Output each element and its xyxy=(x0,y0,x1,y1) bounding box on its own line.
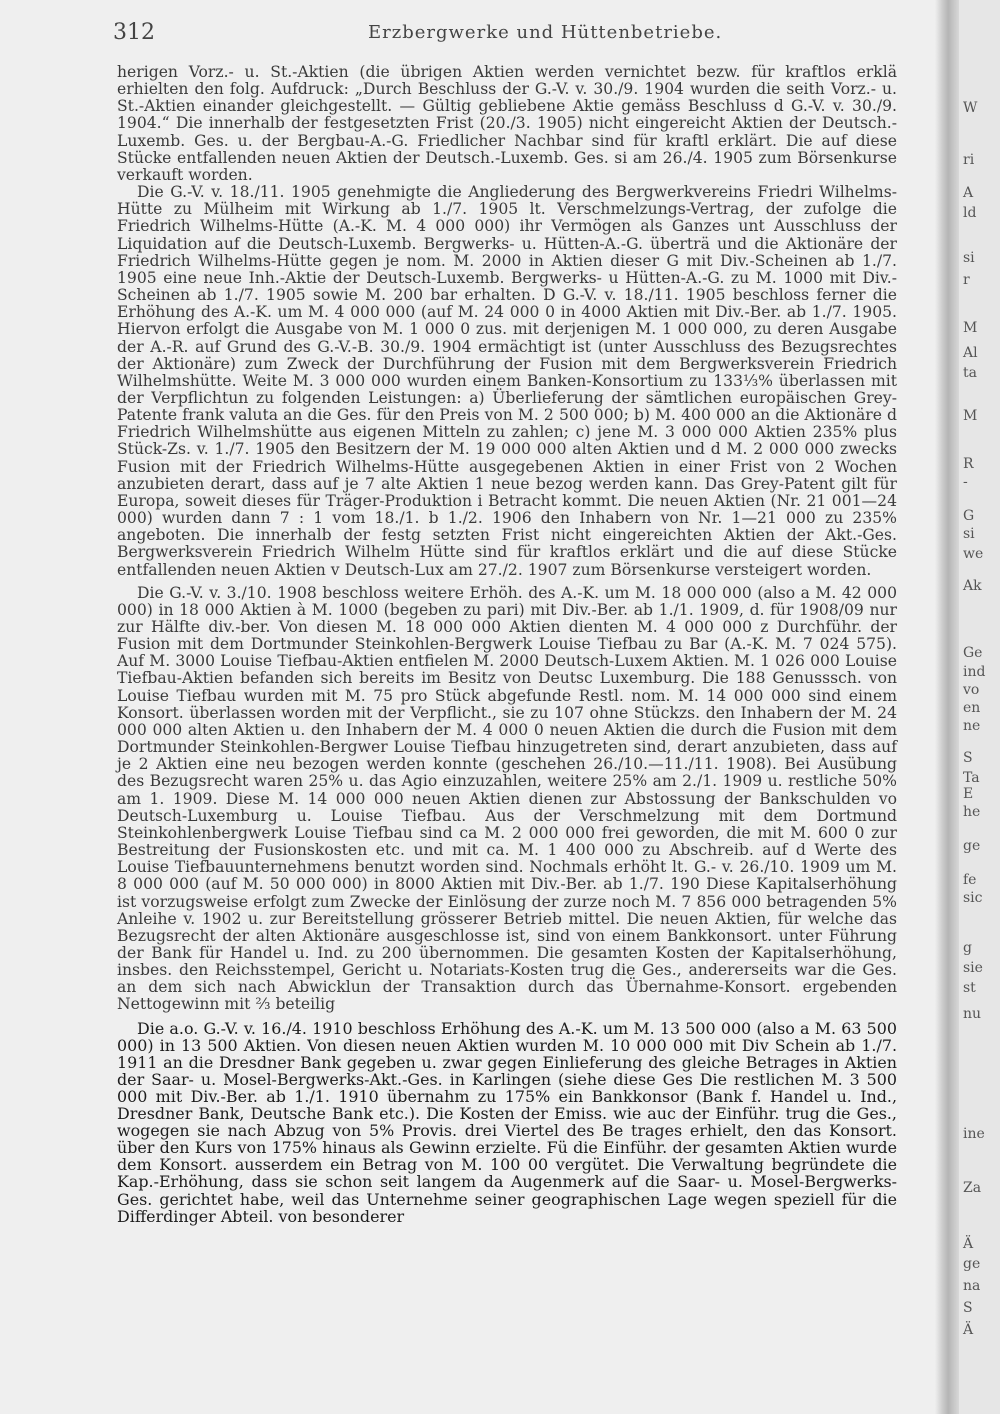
edge-fragment: si xyxy=(963,526,975,542)
edge-fragment: ine xyxy=(963,1126,985,1142)
edge-fragment: he xyxy=(963,804,981,820)
edge-fragment: Ta xyxy=(963,770,980,786)
edge-fragment: si xyxy=(963,250,975,266)
paragraph-1: herigen Vorz.- u. St.-Aktien (die übrigen Aktien werden vernichtet bezw. für kraftlos erklä erhielten den folg. Aufdruck: „Durch Beschluss der G.-V. v. 30./9. 1904 wurden die seith Vorz.- u. St.-Aktien einander gleichgestellt. — Gültig gebliebene Aktie gemäss Beschluss d G.-V. v. 30./9. 1904.“ Die innerhalb der festgesetzten Frist (20./3. 1905) nicht eingereicht Aktien der Deutsch.-Luxemb. Ges. u. der Bergbau-A.-G. Friedlicher Nachbar sind für kraftl erklärt. Die auf diese Stücke entfallenden neuen Aktien der Deutsch.-Luxemb. Ges. si am 26./4. 1905 zum Börsenkurse verkauft worden. xyxy=(117,63,897,184)
edge-fragment: g xyxy=(963,940,972,956)
edge-fragment: ind xyxy=(963,664,986,680)
edge-fragment: sie xyxy=(963,960,983,976)
edge-fragment: ri xyxy=(963,152,975,168)
edge-fragment: Za xyxy=(963,1180,982,1196)
edge-fragment: sic xyxy=(963,890,983,906)
edge-fragment: - xyxy=(963,474,968,490)
edge-fragment: Al xyxy=(963,345,978,361)
running-title: Erzbergwerke und Hüttenbetriebe. xyxy=(368,22,723,43)
paragraph-3: Die G.-V. v. 3./10. 1908 beschloss weitere Erhöh. des A.-K. um M. 18 000 000 (also a M. 42 000 000) in 18 000 Aktien à M. 1000 (begeben zu pari) mit Div.-Ber. ab 1./1. 1909, d. für 1908/09 nur zur Hälfte div.-ber. Von diesen M. 18 000 000 Aktien dienten M. 4 000 000 z Durchführ. der Fusion mit dem Dortmunder Steinkohlen-Bergwerk Louise Tiefbau zu Bar (A.-K. M. 7 024 575). Auf M. 3000 Louise Tiefbau-Aktien entfielen M. 2000 Deutsch-Luxem Aktien. M. 1 026 000 Louise Tiefbau-Aktien befanden sich bereits im Besitz von Deutsc Luxemburg. Die 188 Genusssch. von Louise Tiefbau wurden mit M. 75 pro Stück abgefunde Restl. nom. M. 14 000 000 sind einem Konsort. überlassen worden mit der Verpflicht., sie zu 107 ohne Stückzs. den Inhabern der M. 24 000 000 alten Aktien u. den Inhabern der M. 4 000 0 neuen Aktien die durch die Fusion mit dem Dortmunder Steinkohlen-Bergwer Louise Tiefbau hinzugetreten sind, derart anzubieten, dass auf je 2 Aktien eine neu bezogen werden konnte (geschehen 26./10.—11./11. 1908). Bei Ausübung des Bezugsrecht waren 25% u. das Agio einzuzahlen, weitere 25% am 2./1. 1909 u. restliche 50% am 1. 1909. Diese M. 14 000 000 neuen Aktien dienen zur Abstossung der Bankschulden vo Deutsch-Luxemburg u. Louise Tiefbau. Aus der Verschmelzung mit dem Dortmund Steinkohlenbergwerk Louise Tiefbau sind ca M. 2 000 000 frei geworden, die mit M. 600 0 zur Bestreitung der Fusionskosten etc. und mit ca. M. 1 400 000 zu Abschreib. auf d Werte des Louise Tiefbauunternehmens benutzt worden sind. Nochmals erhöht lt. G.- v. 26./10. 1909 um M. 8 000 000 (auf M. 50 000 000) in 8000 Aktien mit Div.-Ber. ab 1./7. 190 Diese Kapitalserhöhung ist vorzugsweise erfolgt zum Zwecke der Einlösung der zurze noch M. 7 856 000 betragenden 5% Anleihe v. 1902 u. zur Bereitstellung grösserer Betrieb mittel. Die neuen Aktien, für welche das Bezugsrecht der alten Aktionäre ausgeschlosse ist, sind von einem Bankkonsort. unter Führung der Bank für Handel u. Ind. zu 200 übernommen. Die gesamten Kosten der Kapitalserhöhung, insbes. den Reichsstempel, Gericht u. Notariats-Kosten trug die Ges., andererseits war die Ges. an dem sich nach Abwicklun der Transaktion durch das Übernahme-Konsort. ergebenden Nettogewinn mit ⅔ beteilig xyxy=(117,583,897,1014)
edge-fragment: fe xyxy=(963,872,977,888)
page-number: 312 xyxy=(113,20,155,45)
edge-fragment: W xyxy=(963,100,978,116)
edge-fragment: we xyxy=(963,546,984,562)
book-gutter xyxy=(935,0,959,1414)
edge-fragment: Ge xyxy=(963,645,983,661)
body-text xyxy=(117,64,897,1225)
edge-fragment: Ak xyxy=(963,578,982,594)
paragraph-2: Die G.-V. v. 18./11. 1905 genehmigte die Angliederung des Bergwerkvereins Friedri Wilhelms-Hütte zu Mülheim mit Wirkung ab 1./7. 1905 lt. Verschmelzungs-Vertrag, der zufolge die Friedrich Wilhelms-Hütte (A.-K. M. 4 000 000) ihr Vermögen als Ganzes unt Ausschluss der Liquidation auf die Deutsch-Luxemb. Bergwerks- u. Hütten-A.-G. überträ und die Aktionäre der Friedrich Wilhelms-Hütte gegen je nom. M. 2000 in Aktien dieser G mit Div.-Scheinen ab 1./7. 1905 eine neue Inh.-Aktie der Deutsch-Luxemb. Bergwerks- u Hütten-A.-G. zu M. 1000 mit Div.-Scheinen ab 1./7. 1905 sowie M. 200 bar erhalten. D G.-V. v. 18./11. 1905 beschloss ferner die Erhöhung des A.-K. um M. 4 000 000 (auf M. 24 000 0 in 4000 Aktien mit Div.-Ber. ab 1./7. 1905. Hiervon erfolgt die Ausgabe von M. 1 000 0 zus. mit derjenigen M. 1 000 000, zu deren Ausgabe der A.-R. auf Grund des G.-V.-B. 30./9. 1904 ermächtigt ist (unter Ausschluss des Bezugsrechtes der Aktionäre) zum Zweck der Durchführung der Fusion mit dem Bergwerksverein Friedrich Wilhelmshütte. Weite M. 3 000 000 wurden einem Banken-Konsortium zu 133⅓% überlassen mit der Verpflichtun zu folgenden Leistungen: a) Überlieferung der sämtlichen europäischen Grey-Patente frank valuta an die Ges. für den Preis von M. 2 500 000; b) M. 400 000 an die Aktionäre d Friedrich Wilhelmshütte aus eigenen Mitteln zu zahlen; c) jene M. 3 000 000 Aktien 235% plus Stück-Zs. v. 1./7. 1905 den Besitzern der M. 19 000 000 alten Aktien und d M. 2 000 000 zwecks Fusion mit der Friedrich Wilhelms-Hütte ausgegebenen Aktien in einer Frist von 2 Wochen anzubieten derart, dass auf je 7 alte Aktien 1 neue bezog werden kann. Das Grey-Patent gilt für Europa, soweit dieses für Träger-Produktion i Betracht kommt. Die neuen Aktien (Nr. 21 001—24 000) wurden dann 7 : 1 vom 18./1. b 1./2. 1906 den Inhabern von Nr. 1—21 000 zu 235% angeboten. Die innerhalb der festg setzten Frist nicht eingereichten Aktien der Akt.-Ges. Bergwerksverein Friedrich Wilhelm Hütte sind für kraftlos erklärt und die auf diese Stücke entfallenden neuen Aktien v Deutsch-Lux am 27./2. 1907 zum Börsenkurse versteigert worden. xyxy=(117,183,897,579)
edge-fragment: G xyxy=(963,508,975,524)
edge-fragment: r xyxy=(963,272,970,288)
edge-fragment: ne xyxy=(963,718,981,734)
edge-fragment: en xyxy=(963,700,981,716)
edge-fragment: S xyxy=(963,1300,973,1316)
edge-fragment: M xyxy=(963,320,978,336)
edge-fragment: Ä xyxy=(963,1322,974,1338)
edge-fragment: S xyxy=(963,750,973,766)
adjacent-page-edge xyxy=(959,0,1000,1414)
edge-fragment: na xyxy=(963,1278,981,1294)
edge-fragment: ld xyxy=(963,205,977,221)
edge-fragment: st xyxy=(963,980,976,996)
page-header xyxy=(0,20,935,48)
edge-fragment: ge xyxy=(963,838,981,854)
edge-fragment: ta xyxy=(963,365,977,381)
edge-fragment: Ä xyxy=(963,1236,974,1252)
edge-fragment: vo xyxy=(963,682,980,698)
edge-fragment: nu xyxy=(963,1006,982,1022)
edge-fragment: R xyxy=(963,456,974,472)
edge-fragment: ge xyxy=(963,1256,981,1272)
edge-fragment: E xyxy=(963,786,974,802)
paragraph-4: Die a.o. G.-V. v. 16./4. 1910 beschloss Erhöhung des A.-K. um M. 13 500 000 (also a M. 63 500 000) in 13 500 Aktien. Von diesen neuen Aktien wurden M. 10 000 000 mit Div Schein ab 1./7. 1911 an die Dresdner Bank gegeben u. zwar gegen Einlieferung des gleiche Betrages in Aktien der Saar- u. Mosel-Bergwerks-Akt.-Ges. in Karlingen (siehe diese Ges Die restlichen M. 3 500 000 mit Div.-Ber. ab 1./1. 1910 übernahm zu 175% ein Bankkonsor (Bank f. Handel u. Ind., Dresdner Bank, Deutsche Bank etc.). Die Kosten der Emiss. wie auc der Einführ. trug die Ges., wogegen sie nach Abzug von 5% Provis. drei Viertel des Be trages erhielt, den das Konsort. über den Kurs von 175% hinaus als Gewinn erzielte. Fü die Einführ. der gesamten Aktien wurde dem Konsort. ausserdem ein Betrag von M. 100 00 vergütet. Die Verwaltung begründete die Kap.-Erhöhung, dass sie schon seit langem da Augenmerk auf die Saar- u. Mosel-Bergwerks-Ges. gerichtet habe, weil das Unternehme seiner geographischen Lage wegen speziell für die Differdinger Abteil. von besonderer xyxy=(117,1018,897,1226)
edge-fragment: A xyxy=(963,185,974,201)
edge-fragment: M xyxy=(963,408,978,424)
